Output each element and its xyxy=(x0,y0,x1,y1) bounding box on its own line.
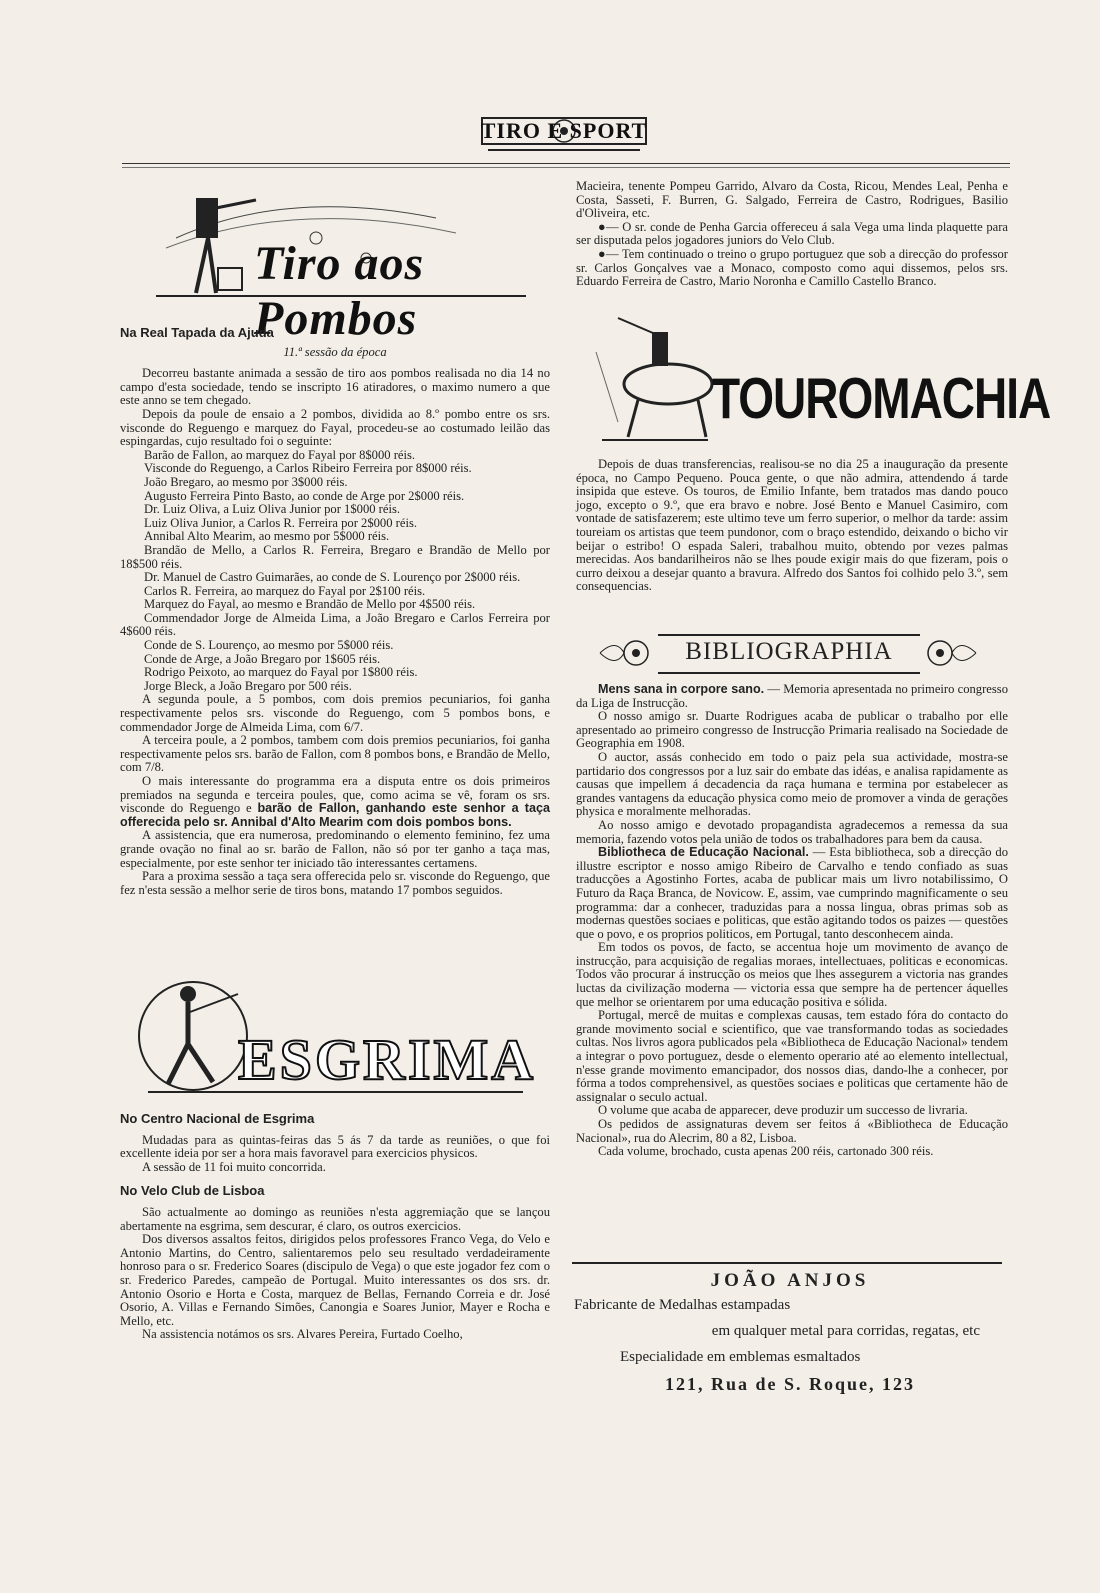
tiro-assistencia: A assistencia, que era numerosa, predominando o elemento feminino, fez uma grande ovação no final ao sr. barão de Fallon, não só por ter ganho a taça mas, especialmente, por este senhor ter iniciado tão interessantes certamens. xyxy=(120,828,550,870)
biblio-paragraph: Portugal, mercê de muitas e complexas causas, tem estado fóra do contacto do grande movimento social e scientifico, que vae transformando todas as sociedades cultas. Nos livros agora publicados pela «Bibliotheca de Educação Nacional» tendem a integrar o povo portuguez, desde o elemento operario até ao elemento intellectual, n'esse grande movimento emancipador, dos nossos dias, dando-lhe a conhecer, por fórma a todos comprehensivel, as questões sociaes e politicas que certamente hão de assignalar o seculo actual. xyxy=(576,1008,1008,1104)
tiro-disputa xyxy=(120,775,550,829)
mens-sana-desc: — Memoria apresentada no primeiro congresso da Liga de Instrucção. xyxy=(576,682,1008,710)
biblio-paragraph: Ao nosso amigo e devotado propagandista agradecemos a remessa da sua memoria, fazendo votos pela união de todos os trabalhadores para bem da causa. xyxy=(576,817,1008,846)
tiro-article xyxy=(120,326,550,897)
auction-item: Visconde do Reguengo, a Carlos Ribeiro Ferreira por 8$000 réis. xyxy=(144,461,472,476)
esgrima-continued xyxy=(576,180,1008,289)
tiro-proxima-sessao: Para a proxima sessão a taça sera offerecida pelo sr. visconde do Reguengo, que fez n'esta sessão a melhor serie de tiros bons, matando 17 pombos seguidos. xyxy=(120,869,550,897)
advert-address: 121, Rua de S. Roque, 123 xyxy=(664,1374,916,1394)
bibliotheca-title: Bibliotheca de Educação Nacional. xyxy=(598,845,809,860)
bibliographia-title: BIBLIOGRAPHIA xyxy=(685,638,893,665)
auction-item: Marquez do Fayal, ao mesmo e Brandão de Mello por 4$500 réis. xyxy=(144,597,476,612)
monaco-note xyxy=(576,248,1008,289)
masthead-title: TIRO E SPORT xyxy=(480,118,648,143)
tiro-second-poule: A segunda poule, a 5 pombos, com dois premios pecuniarios, foi ganha respectivamente pelos srs. visconde do Reguengo, com 5 pombos bons, e commendador Jorge de Almeida Lima, com 6/7. xyxy=(120,692,550,734)
advert-line-2: em qualquer metal para corridas, regatas, etc xyxy=(711,1323,980,1339)
esgrima-banner xyxy=(128,964,538,1104)
tiro-third-poule: A terceira poule, a 2 pombos, tambem com dois premios pecuniarios, foi ganha respectivamente pelos srs. barão de Fallon, com 8 pombos bons, e Brandão de Mello, com 7/8. xyxy=(120,733,550,775)
auction-item: Barão de Fallon, ao marquez do Fayal por 8$000 réis. xyxy=(144,447,416,462)
biblio-paragraph: Cada volume, brochado, custa apenas 200 réis, cartonado 300 réis. xyxy=(598,1144,934,1159)
esgrima-paragraph: São actualmente ao domingo as reuniões n'esta aggremiação que se lançou abertamente na esgrima, sem descurar, é claro, os outros exercicios. xyxy=(120,1204,550,1233)
touromachia-banner-title: TOUROMACHIA xyxy=(712,365,1051,431)
tiro-paragraph-2: Depois da poule de ensaio a 2 pombos, dividida ao 8.º pombo entre os srs. visconde do Reguengo e marquez do Fayal, procedeu-se ao costumado leilão das espingardas, cujo resultado foi o seguinte: xyxy=(120,406,550,449)
esgrima-paragraph: A sessão de 11 foi muito concorrida. xyxy=(142,1159,326,1174)
bullet-icon: ●— xyxy=(598,246,622,261)
auction-item: Annibal Alto Mearim, ao mesmo por 5$000 réis. xyxy=(144,529,390,544)
bibliotheca-lead xyxy=(576,846,1008,941)
advert-line-1: Fabricante de Medalhas estampadas xyxy=(574,1297,791,1313)
auction-item: Augusto Ferreira Pinto Basto, ao conde de Arge por 2$000 réis. xyxy=(144,488,465,503)
biblio-paragraph: O auctor, assás conhecido em todo o paiz pela sua actividade, mostra-se partidario dos congressos por a luz sair do embate das idéas, e analisa rapidamente as causas que impellem á decadencia da raça humana e termina por estabelecer as grandes vantagens da educação physica como meio de promover a vinda de gerações physica e moralmente melhoradas. xyxy=(576,749,1008,819)
auction-item: Conde de Arge, a João Bregaro por 1$605 réis. xyxy=(144,651,381,666)
biblio-paragraph: Em todos os povos, de facto, se accentua hoje um movimento de avanço de instrucção, para acquisição de regalias moraes, intellectuaes, politicas e economicas. Todos vão procurar á instrucção os meios que lhes assegurem a victoria nas grandes luctas da civilização moderna — victoria essa que sempre ha de pertencer áquelles que melhor se orientarem por uma educação positiva e sólida. xyxy=(576,940,1008,1009)
bibliotheca-desc: — Esta bibliotheca, sob a direcção do illustre escriptor e nosso amigo Ribeiro de Carvalho e tendo confiado as suas traducções a Agostinho Fortes, acaba de publicar mais um livro notabilissimo, O Futuro da Raça Branca, de Novicow. E, assim, vae cumprindo magnificamente o seu programma: dar a conhecer, traduzidas para a nossa lingua, obras primas sob as modernas questões sociaes e politicas, que estão agitando todos os paizes — questões que o povo, e os proprios politicos, em Portugal, tanto desconhecem ainda. xyxy=(576,845,1008,941)
header-rule xyxy=(122,163,1010,164)
biblio-paragraph: O volume que acaba de apparecer, deve produzir um successo de livraria. xyxy=(598,1103,968,1118)
tiro-session: 11.ª sessão da época xyxy=(283,344,387,359)
auction-item: Brandão de Mello, a Carlos R. Ferreira, Bregaro e Brandão de Mello por 18$500 réis. xyxy=(120,542,550,571)
esgrima-banner-title: ESGRIMA xyxy=(238,1027,537,1092)
auction-item: Carlos R. Ferreira, ao marquez do Fayal por 2$100 réis. xyxy=(144,583,426,598)
auction-item: Dr. Luiz Oliva, a Luiz Oliva Junior por 1$000 réis. xyxy=(144,502,401,517)
mens-sana-title: Mens sana in corpore sano. xyxy=(598,682,765,696)
auction-item: Jorge Bleck, a João Bregaro por 500 réis. xyxy=(144,678,352,693)
continued-paragraph: Macieira, tenente Pompeu Garrido, Alvaro da Costa, Ricou, Mendes Leal, Penha e Costa, Sasseti, F. Burren, G. Salgado, Ferreira de Castro, Rodrigues, Basilio d'Oliveira, etc. xyxy=(576,179,1008,221)
tiro-paragraph-1: Decorreu bastante animada a sessão de tiro aos pombos realisada no dia 14 no campo d'esta sociedade, tendo se inscripto 16 atiradores, o maximo numero a que este anno se tem chegado. xyxy=(120,366,550,408)
note-text: Tem continuado o treino o grupo portuguez que sob a direcção do professor sr. Carlos Gonçalves vae a Monaco, composto como aqui dissemos, pelos srs. Eduardo Ferreira de Castro, Mario Noronha e Camillo Castello Branco. xyxy=(576,246,1008,289)
auction-item: Rodrigo Peixoto, ao marquez do Fayal por 1$800 réis. xyxy=(144,665,418,680)
auction-item: Conde de S. Lourenço, ao mesmo por 5$000 réis. xyxy=(144,638,394,653)
bibliographia-article xyxy=(576,683,1008,1159)
esgrima-paragraph: Na assistencia notámos os srs. Alvares Pereira, Furtado Coelho, xyxy=(142,1327,463,1342)
header-rule-thin xyxy=(122,167,1010,168)
touromachia-paragraph: Depois de duas transferencias, realisou-se no dia 25 a inauguração da presente época, no Campo Pequeno. Pouca gente, o que não admira, attendendo á tarde insipida que esteve. Os touros, de Emilio Infante, bem tratados mas dando pouco jogo, excepto o 9.º, que era bravo e nobre. José Bento e Manuel Casimiro, com vontade de satisfazerem; este ultimo teve um ferro superior, o melhor da tarde: assim toureiam os artistas que teem pundonor, com o braço estendido, deixando o bicho vir beijar o estribo! O espada Saleri, trabalhou muito, obtendo por vezes palmas merecidas. Aos bandarilheiros não se lhes poude exigir mais do que fizeram, pois o curro deixou a desejar quanto a bravura. Alfredo dos Santos foi colhido pelo 3.º, sem consequencias. xyxy=(576,457,1008,594)
tiro-subheading: Na Real Tapada da Ajuda xyxy=(120,325,274,340)
biblio-paragraph: Os pedidos de assignaturas devem ser feitos á «Bibliotheca de Educação Nacional», rua do Alecrim, 80 a 82, Lisboa. xyxy=(576,1117,1008,1145)
esgrima-paragraph: Dos diversos assaltos feitos, dirigidos pelos professores Franco Vega, do Velo e Antonio Martins, do Centro, salientaremos pelo seu resultado verdadeiramente honroso para o sr. Frederico Soares (discipulo de Vega) o que este jogador fez com o sr. Frederico Paredes, campeão de Portugal. Muito interessantes os dos srs. dr. Antonio Osorio e Horta e Costa, marquez de Bellas, Fernando Correia e dr. José Osorio, A. Villas e Fernando Simões, Canongia e Soares Junior, Mayer e Rocha e Mello, etc. xyxy=(120,1232,550,1328)
esgrima-article xyxy=(120,1112,550,1342)
bibliographia-heading xyxy=(596,628,980,678)
touromachia-article xyxy=(576,458,1008,594)
note-text: O sr. conde de Penha Garcia offereceu á sala Vega uma linda plaquette para ser disputada pelos jogadores juniors do Velo Club. xyxy=(576,219,1008,248)
penha-garcia-note xyxy=(576,221,1008,248)
advert-line-3: Especialidade em emblemas esmaltados xyxy=(620,1349,861,1365)
auction-item: Commendador Jorge de Almeida Lima, a João Bregaro e Carlos Ferreira por 4$600 réis. xyxy=(120,610,550,639)
bullet-icon: ●— xyxy=(598,219,623,234)
esgrima-sub-centro: No Centro Nacional de Esgrima xyxy=(120,1111,315,1126)
mens-sana-lead xyxy=(576,683,1008,710)
disputa-text: O mais interessante do programma era a disputa entre os dois primeiros premiados na segunda e terceira poules, que, como acima se vê, foram os srs. visconde do Reguengo e xyxy=(120,774,550,816)
advert-name: JOÃO ANJOS xyxy=(710,1270,870,1291)
touromachia-banner xyxy=(588,312,1051,452)
tiro-banner-title: Tiro aos Pombos xyxy=(254,237,425,345)
disputa-bold-text: barão de Fallon, ganhando este senhor a taça offerecida pelo sr. Annibal d'Alto Mearim com dois pombos bons. xyxy=(120,801,551,829)
biblio-paragraph: O nosso amigo sr. Duarte Rodrigues acaba de publicar o trabalho por elle apresentado ao primeiro congresso de Instrucção Primaria realisado na Sociedade de Geographia em 1908. xyxy=(576,709,1008,751)
esgrima-sub-velo: No Velo Club de Lisboa xyxy=(120,1183,265,1199)
auction-item: Luiz Oliva Junior, a Carlos R. Ferreira por 2$000 réis. xyxy=(144,515,417,530)
auction-item: Dr. Manuel de Castro Guimarães, ao conde de S. Lourenço por 2$000 réis. xyxy=(144,570,521,585)
masthead-logo xyxy=(478,112,650,158)
joao-anjos-advert xyxy=(570,1262,1010,1395)
esgrima-paragraph: Mudadas para as quintas-feiras das 5 ás 7 da tarde as reuniões, o que foi excellente ideia por ser a hora mais favoravel para exercicios physicos. xyxy=(120,1132,550,1161)
advert-rule xyxy=(572,1262,1002,1264)
auction-item: João Bregaro, ao mesmo por 3$000 réis. xyxy=(144,474,348,489)
